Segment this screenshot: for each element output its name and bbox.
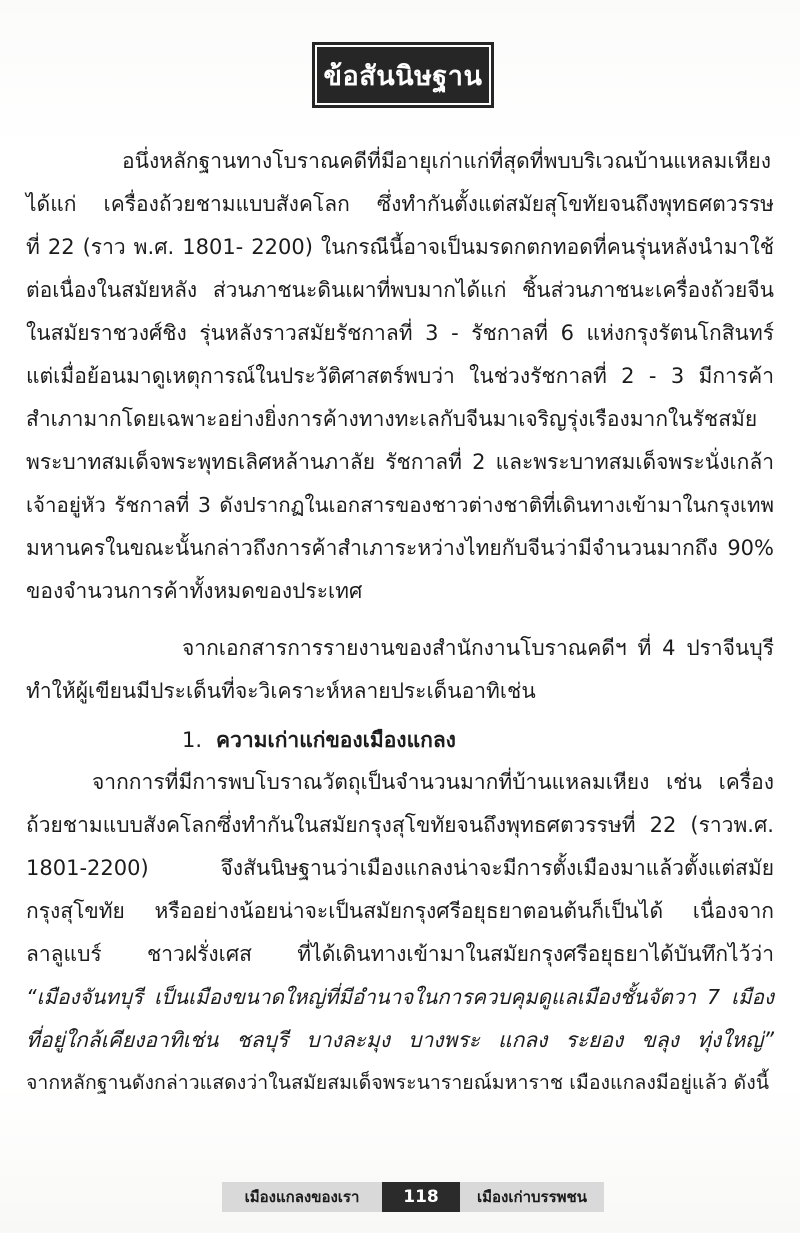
section-number: 1.: [182, 728, 203, 752]
paragraph-1-line-4: ต่อเนื่องในสมัยหลัง ส่วนภาชนะดินเผาที่พบมากได้แก่ ชิ้นส่วนภาชนะเครื่องถ้วยจีน: [26, 278, 774, 302]
chapter-title: ข้อสันนิษฐาน: [323, 60, 483, 92]
paragraph-3-line-3: 1801-2200) จึงสันนิษฐานว่าเมืองแกลงน่าจะมีการตั้งเมืองมาแล้วตั้งแต่สมัย: [26, 856, 774, 880]
footer-chapter-title: เมืองเก่าบรรพชน: [460, 1182, 604, 1212]
paragraph-1-line-6: แต่เมื่อย้อนมาดูเหตุการณ์ในประวัติศาสตร์พบว่า ในช่วงรัชกาลที่ 2 - 3 มีการค้า: [26, 364, 774, 388]
paragraph-3-line-4: กรุงสุโขทัย หรืออย่างน้อยน่าจะเป็นสมัยกรุงศรีอยุธยาตอนต้นก็เป็นได้ เนื่องจาก: [26, 899, 774, 923]
paragraph-1-line-7: สำเภามากโดยเฉพาะอย่างยิ่งการค้างทางทะเลกับจีนมาเจริญรุ่งเรืองมากในรัชสมัย: [26, 407, 758, 431]
paragraph-3-line-5: ลาลูแบร์ ชาวฝรั่งเศส ที่ได้เดินทางเข้ามาในสมัยกรุงศรีอยุธยาได้บันทึกไว้ว่า: [26, 942, 774, 966]
footer-book-title: เมืองแกลงของเรา: [222, 1182, 382, 1212]
paragraph-1-line-8: พระบาทสมเด็จพระพุทธเลิศหล้านภาลัย รัชกาลที่ 2 และพระบาทสมเด็จพระนั่งเกล้า: [26, 450, 774, 474]
quote-line-2: ที่อยู่ใกล้เคียงอาทิเช่น ชลบุรี บางละมุง บางพระ แกลง ระยอง ขลุง ทุ่งใหญ่”: [26, 1028, 774, 1052]
paragraph-1-line-1: อนึ่งหลักฐานทางโบราณคดีที่มีอายุเก่าแก่ที่สุดที่พบบริเวณบ้านแหลมเหียง: [122, 149, 771, 173]
section-title: ความเก่าแก่ของเมืองแกลง: [216, 728, 456, 752]
paragraph-3-line-1: จากการที่มีการพบโบราณวัตถุเป็นจำนวนมากที่บ้านแหลมเหียง เช่น เครื่อง: [92, 770, 774, 794]
chapter-title-box: [312, 42, 494, 108]
paragraph-1-line-2: ได้แก่ เครื่องถ้วยชามแบบสังคโลก ซึ่งทำกันตั้งแต่สมัยสุโขทัยจนถึงพุทธศตวรรษ: [26, 192, 774, 216]
paragraph-2-line-1: จากเอกสารการรายงานของสำนักงานโบราณคดีฯ ที่ 4 ปราจีนบุรี: [182, 636, 774, 660]
paragraph-1-line-11: ของจำนวนการค้าทั้งหมดของประเทศ: [26, 579, 363, 603]
paragraph-1-line-9: เจ้าอยู่หัว รัชกาลที่ 3 ดังปรากฏในเอกสารของชาวต่างชาติที่เดินทางเข้ามาในกรุงเทพ: [26, 493, 774, 517]
quote-line-1: “เมืองจันทบุรี เป็นเมืองขนาดใหญ่ที่มีอำนาจในการควบคุมดูแลเมืองชั้นจัตวา 7 เมือง: [26, 985, 774, 1009]
paragraph-3-line-2: ถ้วยชามแบบสังคโลกซึ่งทำกันในสมัยกรุงสุโขทัยจนถึงพุทธศตวรรษที่ 22 (ราวพ.ศ.: [26, 813, 774, 837]
paragraph-1-line-10: มหานครในขณะนั้นกล่าวถึงการค้าสำเภาระหว่างไทยกับจีนว่ามีจำนวนมากถึง 90%: [26, 536, 774, 560]
paragraph-2-line-2: ทำให้ผู้เขียนมีประเด็นที่จะวิเคราะห์หลายประเด็นอาทิเช่น: [26, 679, 536, 703]
page-number: 118: [382, 1182, 460, 1212]
paragraph-1-line-3: ที่ 22 (ราว พ.ศ. 1801- 2200) ในกรณีนี้อาจเป็นมรดกตกทอดที่คนรุ่นหลังนำมาใช้: [26, 235, 774, 259]
closing-line: จากหลักฐานดังกล่าวแสดงว่าในสมัยสมเด็จพระนารายณ์มหาราช เมืองแกลงมีอยู่แล้ว ดังนี้: [26, 1071, 770, 1094]
section-heading: [182, 725, 582, 755]
page-footer: [222, 1182, 604, 1212]
paragraph-1-line-5: ในสมัยราชวงศ์ชิง รุ่นหลังราวสมัยรัชกาลที่ 3 - รัชกาลที่ 6 แห่งกรุงรัตนโกสินทร์: [26, 321, 774, 345]
